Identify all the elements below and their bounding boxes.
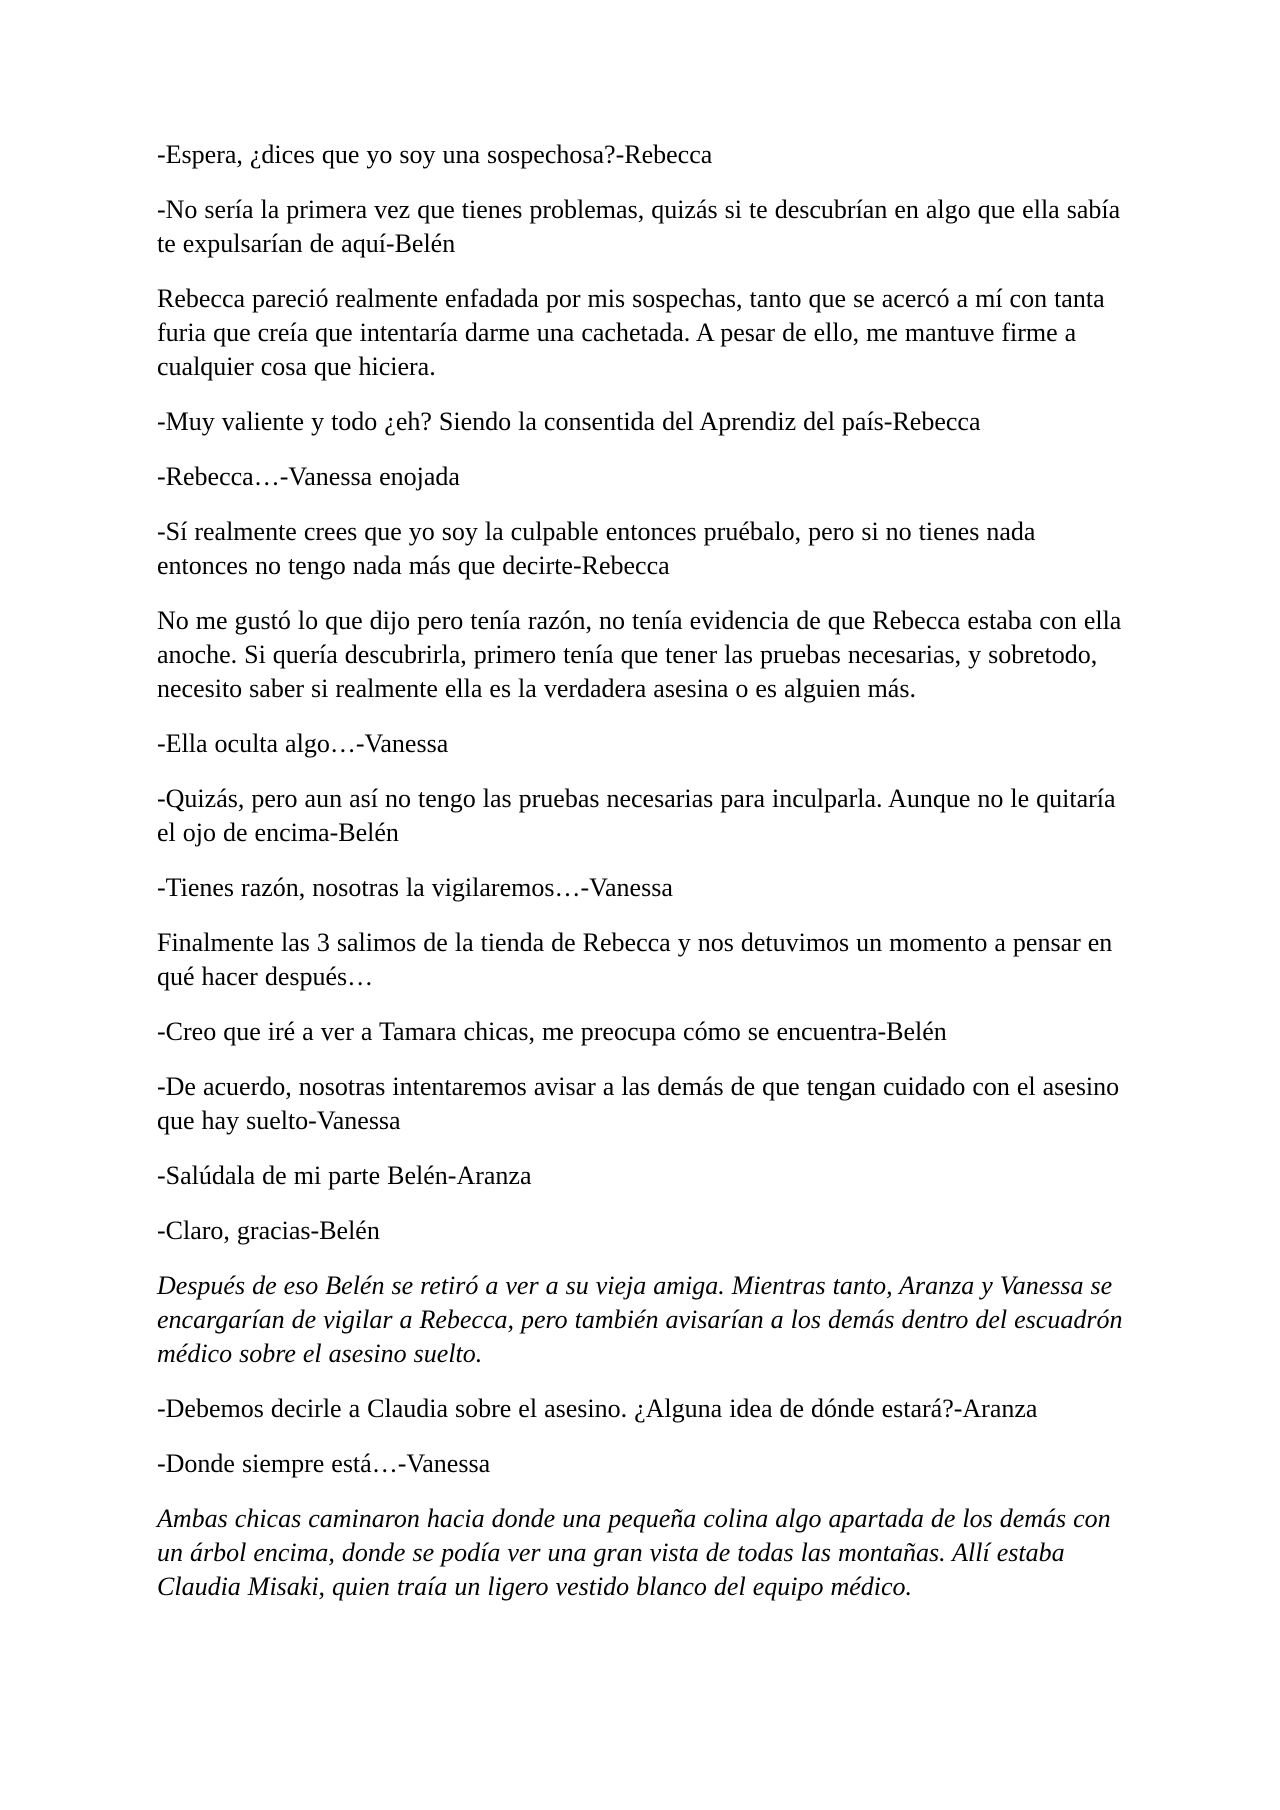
- paragraph: -Muy valiente y todo ¿eh? Siendo la consentida del Aprendiz del país-Rebecca: [157, 407, 981, 436]
- paragraph: -Sí realmente crees que yo soy la culpable entonces pruébalo, pero si no tienes nada entonces no tengo nada más que decirte-Rebecca: [157, 517, 1036, 580]
- paragraph: -De acuerdo, nosotras intentaremos avisar a las demás de que tengan cuidado con el asesino que hay suelto-Vanessa: [157, 1072, 1120, 1135]
- paragraph: -No sería la primera vez que tienes problemas, quizás si te descubrían en algo que ella sabía te expulsarían de aquí-Belén: [157, 195, 1121, 258]
- paragraph: -Donde siempre está…-Vanessa: [157, 1449, 491, 1478]
- paragraph: No me gustó lo que dijo pero tenía razón, no tenía evidencia de que Rebecca estaba con ella anoche. Si quería descubrirla, primero tenía que tener las pruebas necesarias, y sobretodo, necesito saber si realmente ella es la verdadera asesina o es alguien más.: [157, 606, 1122, 703]
- paragraph: -Quizás, pero aun así no tengo las pruebas necesarias para inculparla. Aunque no le quitaría el ojo de encima-Belén: [157, 784, 1116, 847]
- paragraph: -Ella oculta algo…-Vanessa: [157, 729, 449, 758]
- paragraph-narration-italic: Ambas chicas caminaron hacia donde una pequeña colina algo apartada de los demás con un árbol encima, donde se podía ver una gran vista de todas las montañas. Allí estaba Claudia Misaki, quien traía un ligero vestido blanco del equipo médico.: [157, 1504, 1111, 1601]
- paragraph: -Creo que iré a ver a Tamara chicas, me preocupa cómo se encuentra-Belén: [157, 1017, 947, 1046]
- paragraph: -Claro, gracias-Belén: [157, 1216, 380, 1245]
- paragraph: -Debemos decirle a Claudia sobre el asesino. ¿Alguna idea de dónde estará?-Aranza: [157, 1394, 1038, 1423]
- paragraph: Rebecca pareció realmente enfadada por mis sospechas, tanto que se acercó a mí con tanta furia que creía que intentaría darme una cachetada. A pesar de ello, me mantuve firme a cualquier cosa que hiciera.: [157, 284, 1105, 381]
- paragraph: -Espera, ¿dices que yo soy una sospechosa?-Rebecca: [157, 140, 713, 169]
- paragraph-narration-italic: Después de eso Belén se retiró a ver a su vieja amiga. Mientras tanto, Aranza y Vanessa se encargarían de vigilar a Rebecca, pero también avisarían a los demás dentro del escuadrón médico sobre el asesino suelto.: [157, 1271, 1123, 1368]
- paragraph: Finalmente las 3 salimos de la tienda de Rebecca y nos detuvimos un momento a pensar en qué hacer después…: [157, 928, 1113, 991]
- paragraph: -Salúdala de mi parte Belén-Aranza: [157, 1161, 532, 1190]
- paragraph: -Tienes razón, nosotras la vigilaremos…-Vanessa: [157, 873, 673, 902]
- paragraph: -Rebecca…-Vanessa enojada: [157, 462, 460, 491]
